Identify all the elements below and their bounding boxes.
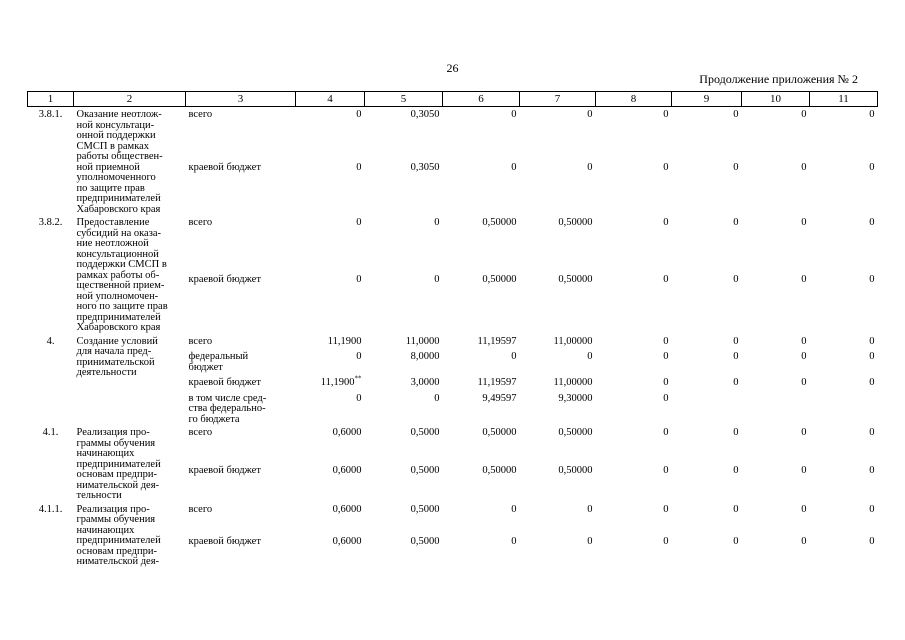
amount-cell — [810, 389, 878, 426]
amount-cell — [672, 389, 742, 426]
amount-value: 0,6000 — [332, 503, 362, 515]
amount-value: 0 — [733, 427, 739, 438]
amount-value: 0 — [869, 217, 875, 228]
amount-value: 0 — [663, 274, 669, 286]
amount-cell — [596, 270, 672, 333]
amount-cell — [742, 334, 810, 348]
amount-cell — [443, 334, 520, 348]
amount-cell — [520, 373, 596, 389]
amount-value: 0,3050 — [410, 161, 440, 173]
amount-value: 0 — [356, 161, 362, 173]
amount-cell — [296, 270, 365, 333]
amount-value: 0 — [869, 536, 875, 548]
amount-cell — [520, 461, 596, 502]
amount-value: 0 — [587, 351, 593, 362]
amount-value: 0 — [733, 464, 739, 476]
amount-value: 0 — [733, 217, 739, 228]
amount-cell — [596, 158, 672, 215]
funding-source: в том числе сред- ства федерально- го бюджета — [188, 392, 267, 425]
amount-value: 0,6000 — [332, 464, 362, 476]
amount-cell — [443, 215, 520, 270]
amount-cell — [672, 373, 742, 389]
amount-value: 0 — [801, 464, 807, 476]
funding-source: краевой бюджет — [188, 536, 261, 548]
amount-value: 0,50000 — [482, 427, 517, 438]
amount-value: 0 — [869, 427, 875, 438]
amount-value: 0,5000 — [410, 464, 440, 476]
amount-value: 0 — [356, 392, 362, 404]
item-number: 4.1.1. — [38, 503, 63, 515]
amount-value: 0 — [869, 274, 875, 286]
amount-cell — [520, 532, 596, 567]
amount-cell — [596, 502, 672, 533]
amount-value: 0 — [663, 109, 669, 120]
amount-cell — [365, 347, 443, 373]
amount-cell — [596, 107, 672, 158]
amount-value: 0 — [801, 274, 807, 286]
amount-value: 0 — [356, 351, 362, 362]
table-row — [28, 502, 878, 533]
table-row — [28, 425, 878, 461]
amount-value: 0,6000 — [332, 427, 362, 438]
amount-value: 0 — [801, 351, 807, 362]
amount-cell — [443, 158, 520, 215]
amount-value: 0 — [869, 161, 875, 173]
amount-value: 0,5000 — [410, 503, 440, 515]
amount-value: 0,50000 — [482, 464, 517, 476]
amount-cell — [296, 532, 365, 567]
amount-cell — [443, 532, 520, 567]
amount-value: 0 — [801, 335, 807, 347]
amount-cell — [296, 347, 365, 373]
column-header: 3 — [186, 92, 296, 107]
amount-value: 0 — [663, 464, 669, 476]
amount-cell — [596, 389, 672, 426]
amount-cell — [520, 215, 596, 270]
amount-cell — [596, 334, 672, 348]
amount-cell — [520, 347, 596, 373]
funding-source: краевой бюджет — [188, 161, 261, 173]
amount-cell — [520, 270, 596, 333]
column-header: 7 — [520, 92, 596, 107]
funding-table — [27, 91, 878, 568]
item-name: Реализация про- граммы обучения начинающих предпринимателей основам предпри- нимательской дея- тельности — [76, 427, 161, 501]
amount-cell — [365, 502, 443, 533]
column-header: 2 — [74, 92, 186, 107]
amount-value: 0 — [587, 536, 593, 548]
amount-value: 0 — [511, 536, 517, 548]
funding-source: федеральный бюджет — [188, 351, 249, 373]
amount-cell — [596, 461, 672, 502]
table-row — [28, 215, 878, 270]
column-header: 10 — [742, 92, 810, 107]
amount-cell — [443, 425, 520, 461]
amount-cell — [443, 347, 520, 373]
amount-value: 0 — [663, 392, 669, 404]
item-number: 4. — [46, 335, 55, 347]
amount-value: 0,50000 — [558, 217, 593, 228]
amount-cell — [672, 270, 742, 333]
amount-value: 0,3050 — [410, 109, 440, 120]
amount-value: 0 — [587, 161, 593, 173]
amount-value: 11,1900 — [320, 377, 355, 388]
amount-cell — [596, 373, 672, 389]
amount-cell — [596, 425, 672, 461]
amount-cell — [443, 270, 520, 333]
funding-source: всего — [188, 503, 213, 515]
amount-cell — [296, 425, 365, 461]
amount-value: 11,00000 — [553, 335, 593, 347]
amount-cell — [365, 425, 443, 461]
amount-cell — [672, 461, 742, 502]
amount-value: 0 — [511, 503, 517, 515]
column-header: 4 — [296, 92, 365, 107]
item-name: Создание условий для начала пред- принимательской деятельности — [76, 335, 158, 378]
amount-value: 0 — [801, 536, 807, 548]
amount-cell — [296, 461, 365, 502]
amount-cell — [520, 158, 596, 215]
amount-cell — [742, 215, 810, 270]
footnote-marker: ** — [354, 374, 362, 383]
amount-value: 3,0000 — [410, 377, 440, 388]
item-number: 3.8.1. — [38, 109, 63, 120]
amount-cell — [520, 425, 596, 461]
item-name: Реализация про- граммы обучения начинающих предпринимателей основам предпри- нимательской дея- — [76, 503, 161, 567]
amount-cell — [742, 158, 810, 215]
funding-source: всего — [188, 217, 213, 228]
amount-cell — [672, 158, 742, 215]
column-header: 9 — [672, 92, 742, 107]
amount-value: 0 — [869, 351, 875, 362]
amount-value: 0 — [511, 161, 517, 173]
amount-value: 0 — [801, 109, 807, 120]
column-header: 6 — [443, 92, 520, 107]
amount-value: 0 — [511, 109, 517, 120]
funding-source: всего — [188, 335, 213, 347]
amount-cell — [742, 425, 810, 461]
amount-value: 0 — [356, 274, 362, 286]
amount-cell — [742, 532, 810, 567]
amount-cell — [365, 532, 443, 567]
amount-cell — [810, 502, 878, 533]
amount-cell — [520, 502, 596, 533]
page-number: 26 — [446, 61, 459, 75]
amount-value: 0 — [587, 503, 593, 515]
amount-value: 0 — [663, 536, 669, 548]
amount-value: 0,50000 — [558, 427, 593, 438]
amount-cell — [742, 107, 810, 158]
amount-cell — [443, 107, 520, 158]
amount-cell — [596, 532, 672, 567]
amount-cell — [365, 158, 443, 215]
amount-value: 0 — [801, 217, 807, 228]
amount-cell — [742, 389, 810, 426]
amount-value: 0 — [587, 109, 593, 120]
amount-cell — [742, 373, 810, 389]
amount-cell — [810, 532, 878, 567]
item-number: 4.1. — [42, 427, 59, 438]
funding-source: краевой бюджет — [188, 464, 261, 476]
appendix-continuation-label: Продолжение приложения № 2 — [699, 72, 858, 86]
amount-value: 0 — [733, 351, 739, 362]
funding-source: всего — [188, 109, 213, 120]
amount-value: 0,50000 — [482, 217, 517, 228]
item-name: Оказание неотлож- ной консультаци- онной поддержки СМСП в рамках работы обществен- ной приемной уполномоченного по защите прав предпринимателей Хабаровского края — [76, 109, 163, 215]
amount-cell — [672, 502, 742, 533]
item-name: Предоставление субсидий на оказа- ние неотложной консультационной поддержки СМСП в рамках работы об- щественной прием- ной уполномочен- ного по защите прав предпринимателей Хабаровского края — [76, 217, 168, 333]
amount-value: 0 — [801, 161, 807, 173]
amount-value: 0,50000 — [558, 274, 593, 286]
amount-cell — [365, 334, 443, 348]
amount-cell — [810, 158, 878, 215]
amount-cell — [296, 107, 365, 158]
amount-value: 9,49597 — [482, 392, 517, 404]
amount-cell — [742, 270, 810, 333]
amount-value: 0 — [434, 274, 440, 286]
amount-cell — [520, 389, 596, 426]
column-header: 5 — [365, 92, 443, 107]
amount-cell — [742, 347, 810, 373]
amount-value: 0 — [801, 427, 807, 438]
amount-value: 0 — [434, 392, 440, 404]
amount-cell — [810, 373, 878, 389]
amount-cell — [296, 215, 365, 270]
amount-value: 0 — [663, 335, 669, 347]
amount-value: 0,5000 — [410, 427, 440, 438]
amount-cell — [443, 373, 520, 389]
column-header: 8 — [596, 92, 672, 107]
amount-value: 0 — [663, 503, 669, 515]
amount-cell — [296, 158, 365, 215]
amount-value: 0 — [663, 377, 669, 388]
amount-cell — [810, 107, 878, 158]
amount-value: 0 — [869, 377, 875, 388]
amount-cell — [672, 107, 742, 158]
amount-cell — [520, 334, 596, 348]
amount-value: 0 — [356, 217, 362, 228]
amount-cell — [672, 425, 742, 461]
amount-cell — [443, 502, 520, 533]
amount-value: 0 — [869, 464, 875, 476]
amount-cell — [365, 107, 443, 158]
amount-value: 0 — [733, 161, 739, 173]
amount-value: 11,19597 — [477, 377, 517, 388]
amount-cell — [810, 215, 878, 270]
amount-cell — [672, 347, 742, 373]
amount-value: 0 — [663, 217, 669, 228]
amount-cell — [596, 347, 672, 373]
amount-value: 0 — [869, 335, 875, 347]
amount-value: 0 — [801, 503, 807, 515]
amount-value: 0 — [869, 109, 875, 120]
table-row — [28, 107, 878, 158]
amount-cell — [365, 270, 443, 333]
amount-cell — [443, 461, 520, 502]
amount-value: 0 — [434, 217, 440, 228]
amount-cell — [596, 215, 672, 270]
amount-cell — [672, 532, 742, 567]
amount-cell — [742, 461, 810, 502]
amount-value: 0 — [733, 536, 739, 548]
amount-value: 0 — [663, 161, 669, 173]
amount-cell — [365, 461, 443, 502]
amount-cell — [810, 347, 878, 373]
amount-value: 11,1900 — [327, 335, 362, 347]
amount-cell — [365, 389, 443, 426]
amount-value: 11,19597 — [477, 335, 517, 347]
amount-value: 0 — [733, 335, 739, 347]
amount-value: 0,5000 — [410, 536, 440, 548]
column-number-header-row — [28, 92, 878, 107]
amount-value: 0 — [511, 351, 517, 362]
amount-value: 11,0000 — [405, 335, 440, 347]
amount-cell — [672, 215, 742, 270]
amount-cell — [810, 461, 878, 502]
amount-cell — [365, 373, 443, 389]
amount-cell — [443, 389, 520, 426]
amount-value: 0 — [663, 427, 669, 438]
amount-cell — [672, 334, 742, 348]
amount-value: 0,50000 — [482, 274, 517, 286]
amount-value: 0,50000 — [558, 464, 593, 476]
amount-cell — [810, 270, 878, 333]
amount-cell — [296, 502, 365, 533]
amount-cell — [296, 373, 365, 389]
table-row — [28, 334, 878, 348]
amount-value: 11,00000 — [553, 377, 593, 388]
amount-cell — [296, 389, 365, 426]
amount-value: 9,30000 — [558, 392, 593, 404]
amount-value: 0 — [869, 503, 875, 515]
amount-value: 0 — [733, 274, 739, 286]
amount-value: 0 — [733, 109, 739, 120]
amount-value: 0,6000 — [332, 536, 362, 548]
amount-value: 0 — [801, 377, 807, 388]
amount-value: 0 — [663, 351, 669, 362]
amount-cell — [742, 502, 810, 533]
funding-source: краевой бюджет — [188, 274, 261, 286]
amount-cell — [365, 215, 443, 270]
amount-cell — [296, 334, 365, 348]
item-number: 3.8.2. — [38, 217, 63, 228]
amount-value: 0 — [733, 377, 739, 388]
funding-source: всего — [188, 427, 213, 438]
amount-value: 8,0000 — [410, 351, 440, 362]
amount-value: 0 — [356, 109, 362, 120]
amount-value: 0 — [733, 503, 739, 515]
column-header: 11 — [810, 92, 878, 107]
funding-source: краевой бюджет — [188, 377, 261, 388]
amount-cell — [810, 425, 878, 461]
column-header: 1 — [28, 92, 74, 107]
amount-cell — [520, 107, 596, 158]
amount-cell — [810, 334, 878, 348]
